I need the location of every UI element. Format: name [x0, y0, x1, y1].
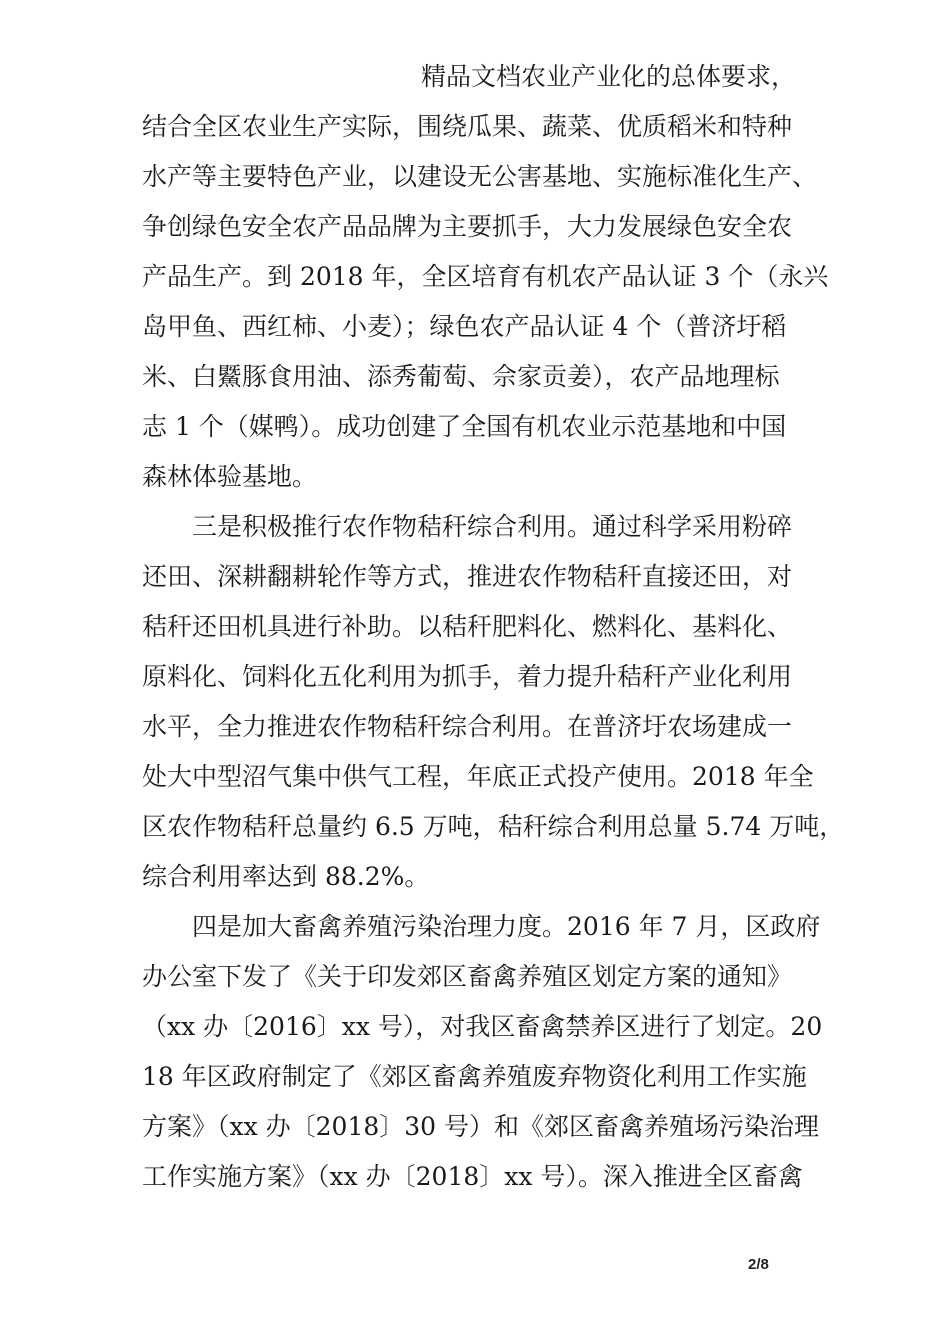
- text-line: 争创绿色安全农产品品牌为主要抓手，大力发展绿色安全农: [142, 212, 793, 241]
- text-line: 产品生产。到 2018 年，全区培育有机农产品认证 3 个（永兴: [142, 262, 829, 291]
- text-line: 水产等主要特色产业，以建设无公害基地、实施标准化生产、: [142, 162, 818, 191]
- text-line: （xx 办〔2016〕xx 号），对我区畜禽禁养区进行了划定。20: [142, 1012, 823, 1041]
- text-line: 方案》（xx 办〔2018〕30 号）和《郊区畜禽养殖场污染治理: [142, 1112, 820, 1141]
- text-line: 区农作物秸秆总量约 6.5 万吨，秸秆综合利用总量 5.74 万吨，: [142, 812, 845, 841]
- text-line: 结合全区农业生产实际，围绕瓜果、蔬菜、优质稻米和特种: [142, 112, 793, 141]
- text-line: 米、白鱀豚食用油、添秀葡萄、佘家贡姜），农产品地理标: [142, 362, 780, 391]
- text-line: 办公室下发了《关于印发郊区畜禽养殖区划定方案的通知》: [142, 962, 793, 991]
- text-line: 原料化、饲料化五化利用为抓手，着力提升秸秆产业化利用: [142, 662, 793, 691]
- text-line: 综合利用率达到 88.2%。: [142, 862, 430, 891]
- text-line: 水平，全力推进农作物秸秆综合利用。在普济圩农场建成一: [142, 712, 793, 741]
- text-line: 四是加大畜禽养殖污染治理力度。2016 年 7 月，区政府: [192, 912, 821, 941]
- text-line: 秸秆还田机具进行补助。以秸秆肥料化、燃料化、基料化、: [142, 612, 793, 641]
- text-line: 精品文档农业产业化的总体要求，: [421, 62, 797, 91]
- text-line: 三是积极推行农作物秸秆综合利用。通过科学采用粉碎: [192, 512, 793, 541]
- text-line: 处大中型沼气集中供气工程，年底正式投产使用。2018 年全: [142, 762, 814, 791]
- text-line: 18 年区政府制定了《郊区畜禽养殖废弃物资化利用工作实施: [142, 1062, 807, 1091]
- page-number: 2/8: [748, 1256, 769, 1273]
- text-line: 工作实施方案》（xx 办〔2018〕xx 号）。深入推进全区畜禽: [142, 1162, 803, 1191]
- text-line: 森林体验基地。: [142, 462, 318, 491]
- text-line: 还田、深耕翻耕轮作等方式，推进农作物秸秆直接还田，对: [142, 562, 793, 591]
- text-line: 志 1 个（媒鸭）。成功创建了全国有机农业示范基地和中国: [142, 412, 787, 441]
- text-line: 岛甲鱼、西红柿、小麦）；绿色农产品认证 4 个（普济圩稻: [142, 312, 787, 341]
